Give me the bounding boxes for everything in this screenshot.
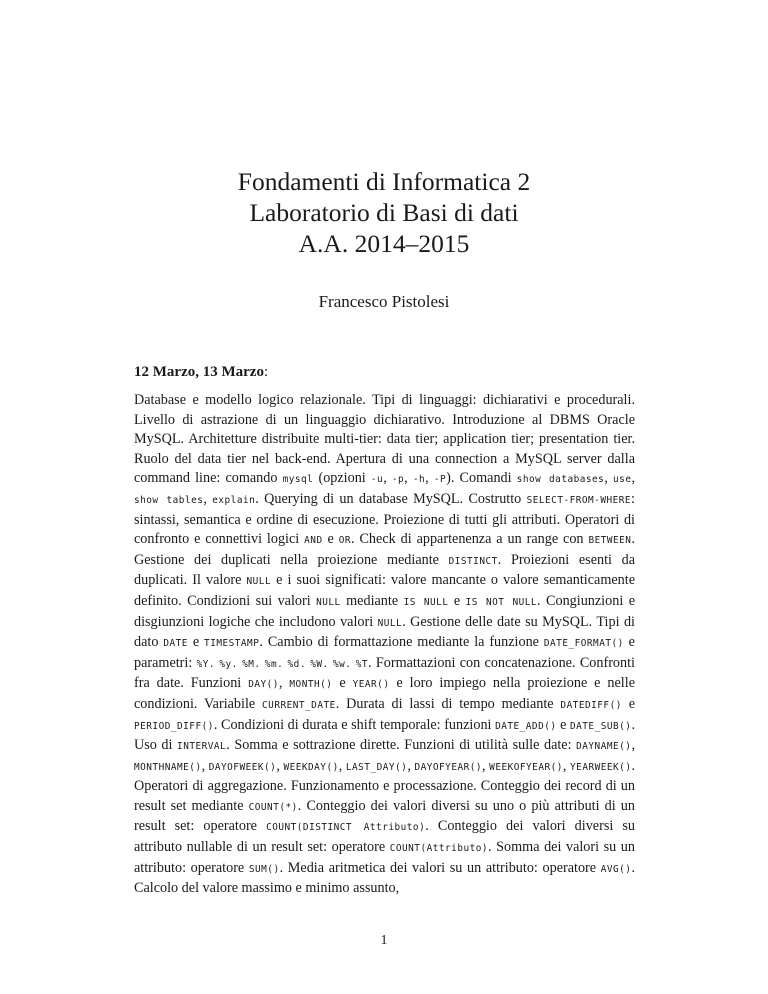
body-text-run: , — [425, 470, 434, 487]
body-text-run: . Uso di — [134, 716, 635, 754]
section-date-suffix: : — [263, 364, 269, 380]
body-text-run: . Calcolo del valore massimo e minimo assunto, — [134, 859, 636, 897]
body-text-run: , — [562, 757, 571, 774]
inline-code: DAYOFWEEK() — [208, 761, 277, 773]
inline-code: NULL — [316, 596, 341, 608]
inline-code: TIMESTAMP — [204, 638, 260, 650]
inline-code: COUNT(*) — [248, 801, 298, 813]
body-text-run: , — [276, 757, 284, 774]
body-text-run: e — [448, 592, 466, 609]
inline-code: %M. — [242, 658, 261, 670]
inline-code: -p — [391, 474, 405, 486]
inline-code: use — [613, 474, 632, 486]
body-text-run: Database e modello logico relazionale. Tipi di linguaggi: dichiarativi e procedurali. Livello di astrazione di un linguaggio dichiarativo. Introduzione al DBMS Oracle MySQL. Architetture distribuite multi-tier: data tier; application tier; presentation tier. Ruolo del data tier nel back-end. Apertura di una connection a MySQL server dalla command line: comando — [134, 392, 635, 487]
body-text-run: , — [404, 470, 413, 487]
body-text-run: . Somma e sottrazione dirette. Funzioni di utilità sulle date: — [226, 737, 577, 754]
inline-code: MONTHNAME() — [134, 761, 202, 773]
body-text-run: . Condizioni di durata e shift temporale: funzioni — [213, 716, 496, 733]
inline-code: show databases — [516, 474, 605, 486]
body-text-run: . Media aritmetica dei valori su un attributo: operatore — [279, 859, 601, 876]
inline-code: %Y. — [196, 658, 216, 670]
body-text-run: , — [203, 490, 213, 507]
body-text-run: , — [631, 470, 636, 487]
body-text-run: . Somma dei valori su un attributo: operatore — [134, 839, 635, 876]
body-text-run: , — [383, 470, 392, 487]
inline-code: IS NOT NULL — [465, 596, 538, 608]
body-text-run: ). Comandi — [446, 470, 517, 487]
body-text-run: . Cambio di formattazione mediante la funzione — [259, 634, 544, 651]
inline-code: %T — [355, 658, 369, 670]
inline-code: IS NULL — [403, 596, 449, 608]
inline-code: COUNT(Attributo) — [389, 843, 489, 855]
title-line-course: Fondamenti di Informatica 2 — [237, 167, 531, 196]
inline-code: PERIOD_DIFF() — [134, 720, 214, 732]
body-text-run: mediante — [340, 592, 404, 609]
inline-code: CURRENT_DATE — [262, 699, 336, 711]
section-heading — [134, 364, 268, 381]
body-text-run: . Formattazioni con concatenazione. Confronti fra date. Funzioni — [134, 654, 635, 692]
body-text-run: , — [604, 470, 614, 487]
inline-code: AND — [304, 535, 323, 547]
inline-code: DISTINCT — [448, 555, 498, 567]
inline-code: OR — [338, 535, 352, 547]
inline-code: NULL — [246, 576, 272, 588]
inline-code: AVG() — [600, 863, 632, 875]
inline-code: INTERVAL — [177, 741, 227, 753]
body-text-run: . Querying di un database MySQL. Costrutto — [255, 490, 527, 507]
body-text-run: , — [482, 757, 490, 774]
inline-code: -u — [370, 474, 384, 486]
body-text-run: . Gestione dei duplicati nella proiezione mediante — [134, 531, 635, 568]
body-text-run: . Conteggio dei valori diversi su attributo nullable di un result set: operatore — [134, 818, 635, 856]
body-text-run: . Operatori di aggregazione. Funzionamento e processazione. Conteggio dei record di un result set mediante — [134, 757, 636, 814]
inline-code: NULL — [377, 617, 403, 629]
inline-code: DAYNAME() — [576, 741, 632, 753]
body-text-run: . Conteggio dei valori diversi su uno o più attributi di un result set: operatore — [134, 797, 635, 835]
inline-code: DATE_ADD() — [495, 720, 557, 732]
body-text-run: e — [332, 675, 353, 692]
inline-code: %m. — [264, 658, 284, 670]
body-text-run: . Check di appartenenza a un range con — [351, 531, 589, 548]
inline-code: %w. — [333, 658, 352, 670]
section-date-label: 12 Marzo, 13 Marzo — [134, 364, 264, 380]
title-line-lab: Laboratorio di Basi di dati — [249, 198, 519, 227]
body-text-run: e — [621, 695, 635, 712]
body-text-run: e — [322, 531, 339, 548]
document-title — [0, 166, 768, 259]
body-text-run: . Proiezioni esenti da duplicati. Il valore — [134, 551, 635, 589]
inline-code: LAST_DAY() — [345, 761, 408, 773]
body-text-run: , — [407, 757, 415, 774]
body-text-run: , — [631, 737, 635, 754]
body-text-run: . Gestione delle date su MySQL. Tipi di dato — [134, 613, 635, 651]
inline-code: explain — [212, 494, 256, 506]
inline-code: DAY() — [248, 679, 279, 691]
body-text-run: e loro impiego nella proiezione e nelle condizioni. Variabile — [134, 675, 635, 712]
inline-code: mysql — [282, 474, 314, 486]
body-text-run: e — [556, 716, 570, 733]
body-text-run: e parametri: — [134, 634, 635, 671]
inline-code: YEAR() — [352, 679, 390, 691]
body-text-run: e i suoi significati: valore mancante o valore semanticamente definito. Condizioni sui valori — [134, 572, 635, 609]
inline-code: YEARWEEK() — [570, 761, 632, 773]
inline-code: WEEKDAY() — [283, 761, 339, 773]
body-text-run: e — [187, 634, 205, 651]
inline-code: SELECT-FROM-WHERE — [526, 494, 632, 506]
inline-code: -P — [433, 474, 447, 486]
body-text-run: : sintassi, semantica e ordine di esecuzione. Proiezione di tutti gli attributi. Operatori di confronto e connettivi logici — [134, 490, 635, 548]
inline-code: %d. — [287, 658, 306, 670]
inline-code: DATE — [163, 638, 188, 650]
inline-code: COUNT(DISTINCT Attributo) — [266, 822, 426, 834]
inline-code: SUM() — [248, 863, 280, 875]
inline-code: DATEDIFF() — [560, 699, 622, 711]
inline-code: DATE_SUB() — [569, 720, 632, 732]
title-line-academic-year: A.A. 2014–2015 — [298, 229, 470, 258]
inline-code: DAYOFYEAR() — [414, 761, 483, 773]
inline-code: WEEKOFYEAR() — [489, 761, 563, 773]
body-text-run: , — [201, 757, 209, 774]
inline-code: BETWEEN — [588, 535, 632, 547]
body-text-run: . Durata di lassi di tempo mediante — [335, 695, 561, 712]
page-number: 1 — [380, 933, 388, 948]
inline-code: MONTH() — [289, 679, 333, 691]
body-text-run: (opzioni — [313, 470, 371, 487]
inline-code: %y. — [219, 658, 238, 670]
inline-code: DATE_FORMAT() — [543, 638, 624, 650]
body-text-run: , — [278, 675, 290, 692]
body-text-run: , — [338, 757, 346, 774]
inline-code: show tables — [134, 494, 204, 506]
lesson-description — [134, 391, 635, 899]
body-text-run: . Congiunzioni e disgiunzioni logiche che includono valori — [134, 592, 635, 630]
inline-code: -h — [412, 474, 426, 486]
inline-code: %W. — [310, 658, 329, 670]
author-name: Francesco Pistolesi — [318, 292, 450, 311]
